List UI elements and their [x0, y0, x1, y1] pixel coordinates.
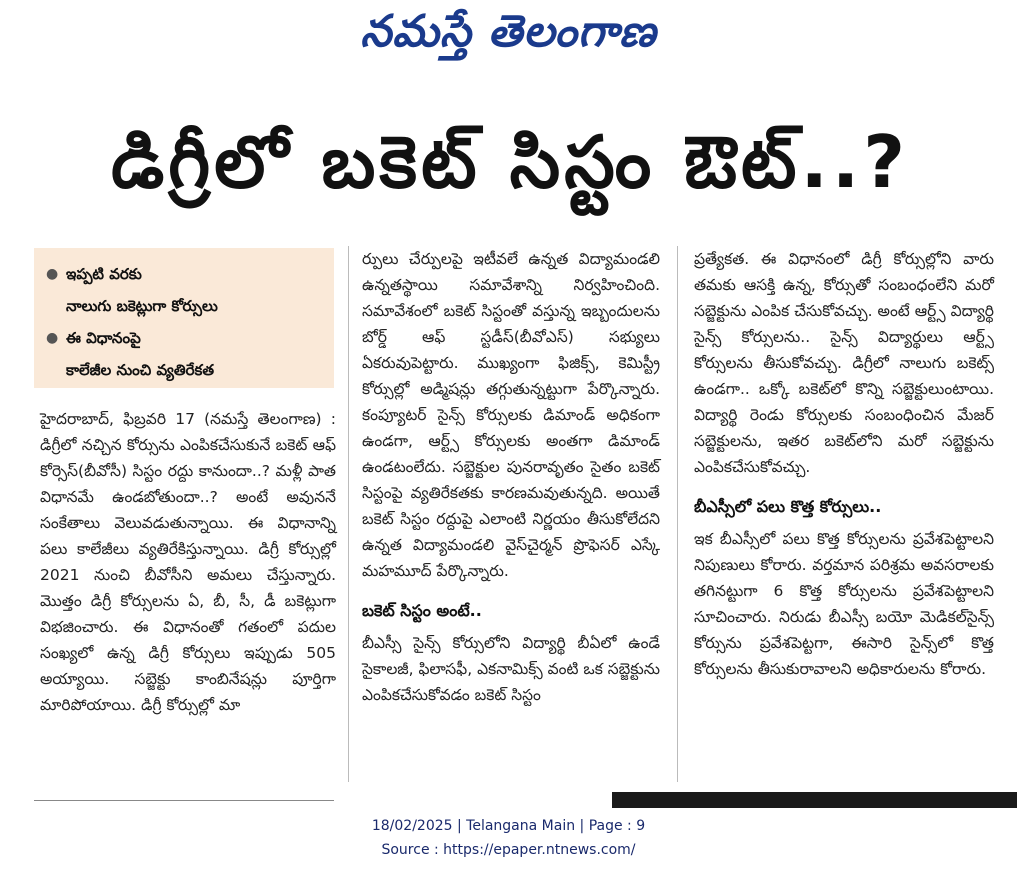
highlight-line: ఈ విధానంపై [66, 329, 141, 347]
section-subhead: బకెట్ సిస్టం అంటే.. [362, 601, 482, 620]
highlight-item [48, 258, 218, 322]
article-paragraph: బీఎస్సీ సైన్స్ కోర్సులోని విద్యార్థి బీఏలో ఉండే సైకాలజీ, ఫిలాసఫీ, ఎకనామిక్స్ వంటి ఒక సబ్జెక్టును ఎంపికచేసుకోవడం బకెట్ సిస్టం [362, 634, 660, 704]
article-paragraph: ర్పులు చేర్పులపై ఇటీవలే ఉన్నత విద్యామండలి ఉన్నతస్థాయి సమావేశాన్ని నిర్వహించింది. సమావేశంలో బకెట్ సిస్టంతో వస్తున్న ఇబ్బందులను బోర్డ్ ఆఫ్ స్టడీస్(బీవోఎస్) సభ్యులు ఏకరువుపెట్టారు. ముఖ్యంగా ఫిజిక్స్, కెమిస్ట్రీ కోర్సుల్లో అడ్మిషన్లు తగ్గుతున్నట్టుగా పేర్కొన్నారు. కంప్యూటర్ సైన్స్ కోర్సులకు డిమాండ్ అధికంగా ఉండగా, ఆర్ట్స్ కోర్సులకు అంతగా డిమాండ్ ఉండటంలేదు. సబ్జెక్టుల పునరావృతం సైతం బకెట్ సిస్టంపై వ్యతిరేకతకు కారణమవుతున్నది. అయితే బకెట్ సిస్టం రద్దుపై ఎలాంటి నిర్ణయం తీసుకోలేదని ఉన్నత విద్యామండలి వైస్‌చైర్మన్ ప్రొఫెసర్ ఎస్కే మహమూద్ పేర్కొన్నారు. [362, 250, 660, 580]
article-column-3 [694, 246, 994, 682]
adjacent-article-strip [612, 792, 1017, 808]
highlight-item [48, 322, 214, 386]
headline: డిగ్రీలో బకెట్ సిస్టం ఔట్..? [111, 120, 909, 204]
column-divider [677, 246, 678, 782]
footer-source-line: Source : https://epaper.ntnews.com/ [381, 842, 636, 858]
highlight-line: నాలుగు బకెట్లుగా కోర్సులు [66, 297, 218, 315]
section-subhead: బీఎస్సీలో పలు కొత్త కోర్సులు.. [694, 497, 882, 516]
article-paragraph: హైదరాబాద్, ఫిబ్రవరి 17 (నమస్తే తెలంగాణ) : డిగ్రీలో నచ్చిన కోర్సును ఎంపికచేసుకునే బకెట్ ఆఫ్ కోర్సెస్(బీవోసీ) సిస్టం రద్దు కానుందా..? మళ్లీ పాత విధానమే ఉండబోతుందా..? అంటే అవుననే సంకేతాలు వెలువడుతున్నాయి. ఈ విధానాన్ని పలు కాలేజీలు వ్యతిరేకిస్తున్నాయి. డిగ్రీ కోర్సుల్లో 2021 నుంచి బీవోసీని అమలు చేస్తున్నారు. మొత్తం డిగ్రీ కోర్సులను ఏ, బీ, సీ, డీ బకెట్లుగా విభజించారు. ఈ విధానంతో గతంలో పదుల సంఖ్యలో ఉన్న డిగ్రీ కోర్సులు ఇప్పుడు 505 అయ్యాయి. సబ్జెక్టు కాంబినేషన్లు పూర్తిగా మారిపోయాయి. డిగ్రీ కోర్సుల్లో మా [40, 410, 336, 714]
article-paragraph: ప్రత్యేకత. ఈ విధానంలో డిగ్రీ కోర్సుల్లోని వారు తమకు ఆసక్తి ఉన్న, కోర్సుతో సంబంధంలేని మరో సబ్జెక్టును ఎంపిక చేసుకోవచ్చు. అంటే ఆర్ట్స్ విద్యార్థి సైన్స్ కోర్సులను.. సైన్స్ విద్యార్థులు ఆర్ట్స్ కోర్సులను తీసుకోవచ్చు. డిగ్రీలో నాలుగు బకెట్స్ ఉండగా.. ఒక్కో బకెట్‌లో కొన్ని సబ్జెక్టులుంటాయి. విద్యార్థి రెండు కోర్సులకు సంబంధించిన మేజర్ సబ్జెక్టులను, ఇతర బకెట్‌లోని మరో సబ్జెక్టును ఎంపికచేసుకోవచ్చు. [694, 250, 994, 476]
highlight-line: కాలేజీల నుంచి వ్యతిరేకత [66, 361, 214, 379]
bullet-icon: ● [46, 330, 59, 346]
footer-date-line: 18/02/2025 | Telangana Main | Page : 9 [371, 818, 646, 834]
highlight-line: ఇప్పటి వరకు [66, 265, 142, 283]
bullet-icon: ● [46, 266, 59, 282]
article-paragraph: ఇక బీఎస్సీలో పలు కొత్త కోర్సులను ప్రవేశపెట్టాలని నిపుణులు కోరారు. వర్తమాన పరిశ్రమ అవసరాలకు తగినట్టుగా 6 కొత్త కోర్సులను ప్రవేశపెట్టాలని సూచించారు. నిరుడు బీఎస్సీ బయో మెడికల్‌సైన్స్ కోర్సును ప్రవేశపెట్టగా, ఈసారి సైన్స్‌లో కొత్త కోర్సులను తీసుకురావాలని అధికారులను కోరారు. [694, 530, 994, 678]
highlights-box [34, 248, 334, 388]
article-column-1 [40, 406, 336, 718]
masthead-logo: నమస్తే తెలంగాణ [360, 6, 657, 57]
article-column-2 [362, 246, 660, 708]
bottom-rule [34, 800, 334, 801]
column-divider [348, 246, 349, 782]
